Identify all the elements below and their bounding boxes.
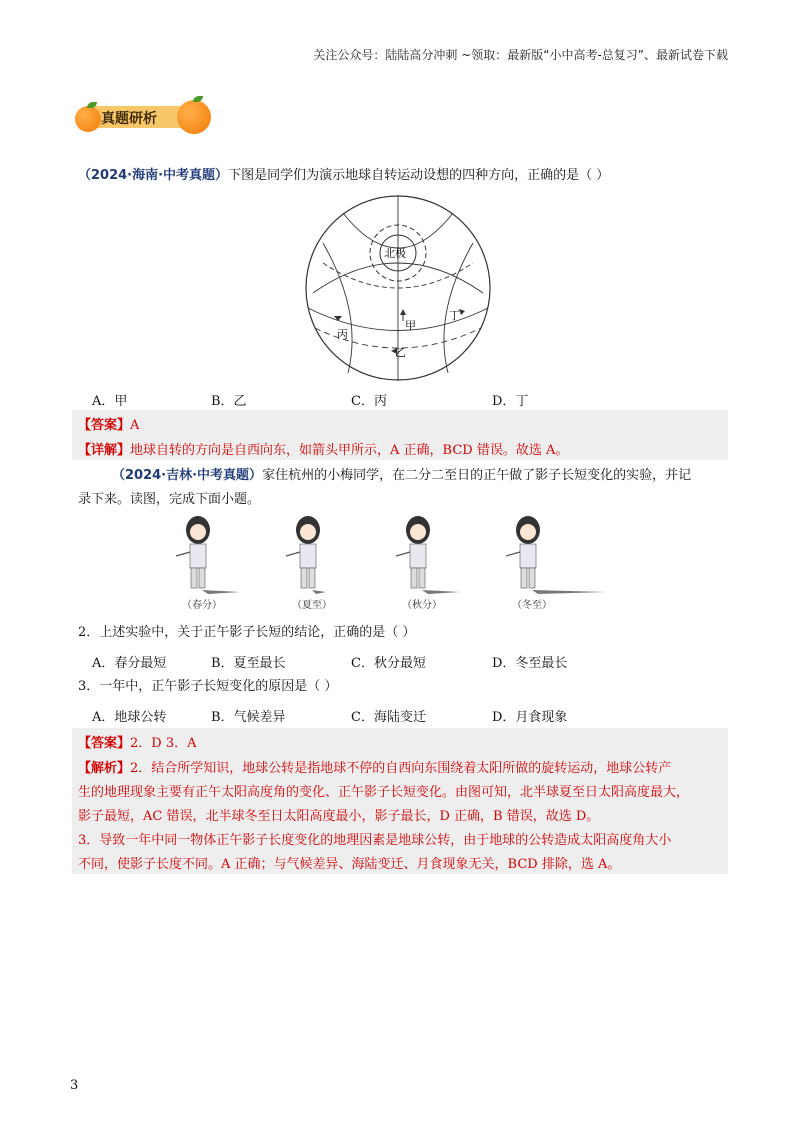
q1-stem-line [78,166,609,186]
q3-option-d[interactable]: D．月食现象 [492,710,568,725]
caption-autumn: （秋分） [402,600,442,611]
header-note: 关注公众号：陆陆高分冲刺 ~领取：最新版“小中高考-总复习”、最新试卷下载 [313,48,728,62]
q2group-answer-text: 2．D 3．A [130,736,197,751]
q2group-answer-tag: 【答案】 [78,736,131,751]
q3-option-c[interactable]: C．海陆变迁 [351,710,426,725]
q2-option-d[interactable]: D．冬至最长 [492,656,568,671]
q2group-analysis-tag: 【解析】 [78,761,131,776]
q1-answer-row [78,414,139,433]
orange-right-icon [177,100,211,134]
q2group-analysis-line4: 3．导致一年中同一物体正午影子长度变化的地理因素是地球公转，由于地球的公转造成太阳高度角大小 [78,833,672,848]
q1-answer-text: A [130,418,140,433]
label-north-pole: 北极 [384,247,406,260]
q2-option-c[interactable]: C．秋分最短 [351,656,426,671]
q2group-intro-line1 [112,466,691,486]
q3-option-a[interactable]: A．地球公转 [92,710,167,725]
globe-figure [303,193,493,383]
q1-option-c[interactable]: C．丙 [351,394,387,409]
girl-autumn [396,516,460,594]
q1-source: （2024·海南·中考真题） [78,168,229,183]
q2group-intro2: 录下来。读图，完成下面小题。 [78,492,261,507]
q1-answer-box [72,410,728,460]
label-jia: 甲 [405,319,416,332]
q2group-analysis-row1 [78,757,671,776]
label-yi: 乙 [395,346,406,359]
label-ding: 丁 [449,309,460,322]
q2group-answer-row [78,732,197,751]
label-bing: 丙 [337,328,348,341]
q1-detail-tag: 【详解】 [78,443,131,458]
q2group-analysis-line5: 不同，使影子长度不同。A 正确；与气候差异、海陆变迁、月食现象无关，BCD 排除，选 A。 [78,857,621,872]
caption-summer: （夏至） [292,600,332,611]
q1-detail-text: 地球自转的方向是自西向东，如箭头甲所示，A 正确，BCD 错误。故选 A。 [130,443,569,458]
caption-spring: （春分） [182,600,222,611]
q2group-intro1: 家住杭州的小梅同学，在二分二至日的正午做了影子长短变化的实验，并记 [262,468,692,483]
q2group-analysis-line2: 生的地理现象主要有正午太阳高度角的变化、正午影子长短变化。由图可知，北半球夏至日太阳高度最大， [78,785,690,800]
caption-winter: （冬至） [512,600,552,611]
girl-winter [506,516,606,594]
q2group-source: （2024·吉林·中考真题） [112,468,263,483]
q1-option-a[interactable]: A．甲 [92,394,128,409]
shadow-experiment-figure [168,512,608,612]
badge-label: 真题研析 [101,111,157,127]
section-badge [75,96,211,138]
girl-spring [176,516,240,594]
q2-option-a[interactable]: A．春分最短 [92,656,167,671]
q2-stem: 2．上述实验中，关于正午影子长短的结论，正确的是（ ） [78,625,416,640]
girl-summer [286,516,326,594]
q2group-analysis-line3: 影子最短，AC 错误，北半球冬至日太阳高度最小，影子最长，D 正确，B 错误，故选 D。 [78,809,600,824]
orange-left-icon [75,106,101,132]
girls-illustration [168,512,608,612]
q1-stem: 下图是同学们为演示地球自转运动设想的四种方向，正确的是（ ） [228,168,610,183]
q1-answer-tag: 【答案】 [78,418,131,433]
globe-diagram [303,193,493,383]
q1-option-d[interactable]: D．丁 [492,394,529,409]
q2group-analysis-line1: 2．结合所学知识，地球公转是指地球不停的自西向东围绕着太阳所做的旋转运动，地球公转产 [130,761,672,776]
q2group-answer-box [72,728,728,874]
q1-detail-row [78,439,568,458]
q2-option-b[interactable]: B．夏至最长 [211,656,286,671]
q3-stem: 3．一年中，正午影子长短变化的原因是（ ） [78,679,338,694]
q1-option-b[interactable]: B．乙 [211,394,247,409]
q3-option-b[interactable]: B．气候差异 [211,710,286,725]
page-number: 3 [70,1078,79,1093]
